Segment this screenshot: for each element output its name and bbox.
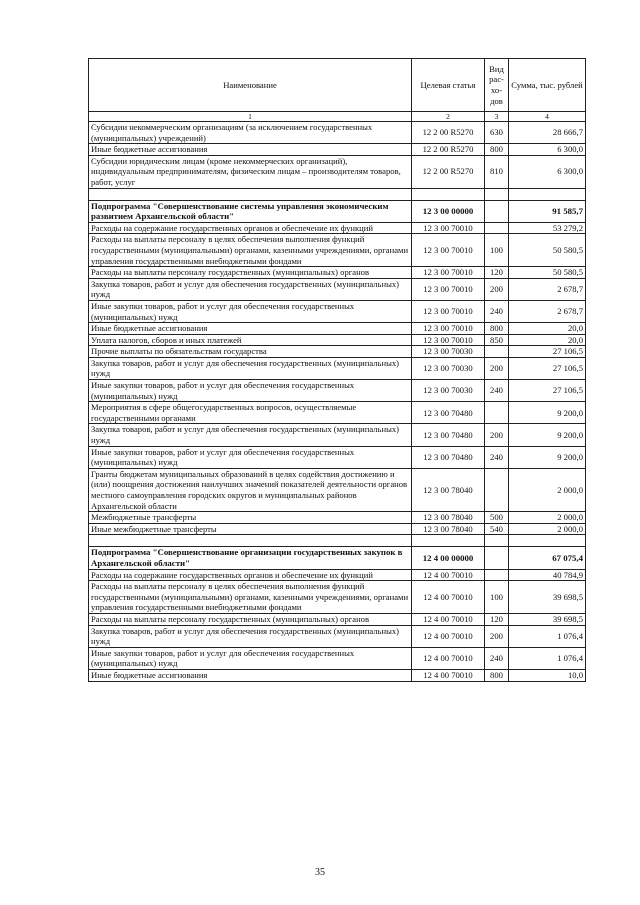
table-row [89,323,586,335]
cell-name: Иные бюджетные ассигнования [89,669,412,681]
budget-table [88,58,586,682]
cell-name: Межбюджетные трансферты [89,512,412,524]
cell-sum: 10,0 [509,669,586,681]
cell-type: 240 [485,300,509,322]
cell-code: 12 4 00 70010 [412,647,485,669]
column-number: 4 [509,112,586,122]
cell-type: 200 [485,625,509,647]
table-row [89,122,586,144]
cell-sum: 9 200,0 [509,402,586,424]
cell-type [485,222,509,234]
cell-type [485,346,509,358]
table-row [89,669,586,681]
cell-type: 800 [485,323,509,335]
cell-type: 200 [485,424,509,446]
cell-name: Расходы на выплаты персоналу в целях обеспечения выполнения функций государственными (муниципальными) органами, казенными учреждениями, органами управления государственными внебюджетными фондами [89,234,412,267]
table-row [89,625,586,647]
cell-name: Мероприятия в сфере общегосударственных вопросов, осуществляемые государственными органами [89,402,412,424]
table-row [89,424,586,446]
cell-code: 12 4 00 70010 [412,625,485,647]
spacer-row [89,188,586,200]
cell-name: Подпрограмма "Совершенствование системы управления экономическим развитием Архангельской области" [89,200,412,222]
cell-type: 800 [485,144,509,156]
table-row [89,446,586,468]
cell-name: Иные закупки товаров, работ и услуг для обеспечения государственных (муниципальных) нужд [89,446,412,468]
cell-code: 12 3 00 70480 [412,424,485,446]
cell-sum: 1 076,4 [509,647,586,669]
cell-type: 240 [485,647,509,669]
cell-name: Прочие выплаты по обязательствам государства [89,346,412,358]
cell-name: Уплата налогов, сборов и иных платежей [89,334,412,346]
cell-sum: 6 300,0 [509,144,586,156]
cell-code: 12 3 00 70010 [412,267,485,279]
table-row [89,512,586,524]
cell-name: Расходы на содержание государственных органов и обеспечение их функций [89,222,412,234]
cell-name: Субсидии юридическим лицам (кроме некоммерческих организаций), индивидуальным предпринимателям, физическим лицам – производителям товаров, работ, услуг [89,155,412,188]
cell-code: 12 3 00 70030 [412,357,485,379]
cell-code: 12 3 00 70010 [412,222,485,234]
cell-type [485,200,509,222]
cell-name: Иные закупки товаров, работ и услуг для обеспечения государственных (муниципальных) нужд [89,647,412,669]
cell-name: Иные закупки товаров, работ и услуг для обеспечения государственных (муниципальных) нужд [89,380,412,402]
table-row [89,380,586,402]
table-row [89,334,586,346]
cell-code: 12 3 00 70030 [412,380,485,402]
cell-sum: 2 000,0 [509,512,586,524]
cell-sum: 28 666,7 [509,122,586,144]
cell-type [485,402,509,424]
header-code: Целевая статья [412,59,485,112]
table-row [89,234,586,267]
cell-code: 12 3 00 78040 [412,512,485,524]
cell-name: Иные бюджетные ассигнования [89,323,412,335]
cell-name: Закупка товаров, работ и услуг для обеспечения государственных (муниципальных) нужд [89,357,412,379]
table-row [89,613,586,625]
table-row [89,346,586,358]
header-row [89,59,586,112]
cell-type: 200 [485,278,509,300]
cell-sum: 53 279,2 [509,222,586,234]
cell-name: Закупка товаров, работ и услуг для обеспечения государственных (муниципальных) нужд [89,625,412,647]
table-row [89,581,586,614]
cell-sum: 20,0 [509,323,586,335]
spacer-cell [509,188,586,200]
header-type: Вид рас-хо-дов [485,59,509,112]
cell-name: Иные закупки товаров, работ и услуг для обеспечения государственных (муниципальных) нужд [89,300,412,322]
cell-name: Иные межбюджетные трансферты [89,523,412,535]
cell-code: 12 4 00 70010 [412,569,485,581]
cell-code: 12 2 00 R5270 [412,144,485,156]
table-row [89,267,586,279]
cell-name: Расходы на выплаты персоналу государственных (муниципальных) органов [89,613,412,625]
cell-code: 12 4 00 00000 [412,547,485,569]
cell-type: 200 [485,357,509,379]
table-row [89,357,586,379]
cell-sum: 27 106,5 [509,380,586,402]
cell-type: 100 [485,234,509,267]
spacer-cell [509,535,586,547]
spacer-cell [485,535,509,547]
cell-sum: 2 000,0 [509,523,586,535]
column-number: 3 [485,112,509,122]
cell-code: 12 3 00 70030 [412,346,485,358]
spacer-cell [412,188,485,200]
cell-name: Расходы на выплаты персоналу в целях обеспечения выполнения функций государственными (муниципальными) органами, казенными учреждениями, органами управления государственными внебюджетными фондами [89,581,412,614]
cell-type [485,547,509,569]
column-number-row [89,112,586,122]
header-sum: Сумма, тыс. рублей [509,59,586,112]
table-row [89,523,586,535]
cell-name: Иные бюджетные ассигнования [89,144,412,156]
cell-sum: 9 200,0 [509,446,586,468]
spacer-cell [89,535,412,547]
cell-name: Расходы на выплаты персоналу государственных (муниципальных) органов [89,267,412,279]
subprogram-row [89,547,586,569]
cell-sum: 67 075,4 [509,547,586,569]
table-row [89,402,586,424]
cell-code: 12 3 00 70480 [412,446,485,468]
spacer-row [89,535,586,547]
cell-type: 500 [485,512,509,524]
cell-code: 12 3 00 70010 [412,234,485,267]
cell-code: 12 3 00 78040 [412,468,485,511]
cell-code: 12 3 00 70010 [412,300,485,322]
cell-code: 12 3 00 78040 [412,523,485,535]
cell-code: 12 4 00 70010 [412,581,485,614]
table-row [89,144,586,156]
cell-code: 12 2 00 R5270 [412,155,485,188]
cell-sum: 39 698,5 [509,613,586,625]
cell-type: 850 [485,334,509,346]
cell-sum: 2 678,7 [509,278,586,300]
cell-sum: 2 000,0 [509,468,586,511]
cell-name: Расходы на содержание государственных органов и обеспечение их функций [89,569,412,581]
spacer-cell [485,188,509,200]
cell-type: 120 [485,267,509,279]
cell-type: 630 [485,122,509,144]
cell-name: Закупка товаров, работ и услуг для обеспечения государственных (муниципальных) нужд [89,278,412,300]
cell-sum: 50 580,5 [509,267,586,279]
cell-sum: 50 580,5 [509,234,586,267]
cell-sum: 9 200,0 [509,424,586,446]
cell-type: 810 [485,155,509,188]
subprogram-row [89,200,586,222]
cell-name: Субсидии некоммерческим организациям (за исключением государственных (муниципальных) учреждений) [89,122,412,144]
cell-type: 800 [485,669,509,681]
cell-code: 12 3 00 70010 [412,278,485,300]
cell-code: 12 3 00 70010 [412,334,485,346]
cell-sum: 91 585,7 [509,200,586,222]
cell-sum: 6 300,0 [509,155,586,188]
cell-sum: 40 784,9 [509,569,586,581]
column-number: 2 [412,112,485,122]
cell-code: 12 4 00 70010 [412,669,485,681]
table-row [89,647,586,669]
cell-sum: 39 698,5 [509,581,586,614]
cell-sum: 2 678,7 [509,300,586,322]
cell-sum: 20,0 [509,334,586,346]
cell-type [485,468,509,511]
cell-code: 12 3 00 00000 [412,200,485,222]
table-row [89,278,586,300]
cell-type: 100 [485,581,509,614]
table-row [89,300,586,322]
cell-code: 12 3 00 70480 [412,402,485,424]
spacer-cell [412,535,485,547]
cell-name: Подпрограмма "Совершенствование организации государственных закупок в Архангельской области" [89,547,412,569]
cell-code: 12 4 00 70010 [412,613,485,625]
cell-code: 12 2 00 R5270 [412,122,485,144]
spacer-cell [89,188,412,200]
cell-type: 240 [485,380,509,402]
cell-name: Гранты бюджетам муниципальных образований в целях содействия достижению и (или) поощрения достижения наилучших значений показателей деятельности органов местного самоуправления городских округов и муниципальных районов Архангельской области [89,468,412,511]
header-name: Наименование [89,59,412,112]
table-row [89,468,586,511]
table-row [89,155,586,188]
table-row [89,222,586,234]
table-row [89,569,586,581]
cell-type: 540 [485,523,509,535]
cell-sum: 27 106,5 [509,346,586,358]
cell-type: 120 [485,613,509,625]
cell-name: Закупка товаров, работ и услуг для обеспечения государственных (муниципальных) нужд [89,424,412,446]
page-number: 35 [315,867,325,878]
cell-sum: 1 076,4 [509,625,586,647]
cell-code: 12 3 00 70010 [412,323,485,335]
cell-type [485,569,509,581]
column-number: 1 [89,112,412,122]
cell-sum: 27 106,5 [509,357,586,379]
cell-type: 240 [485,446,509,468]
